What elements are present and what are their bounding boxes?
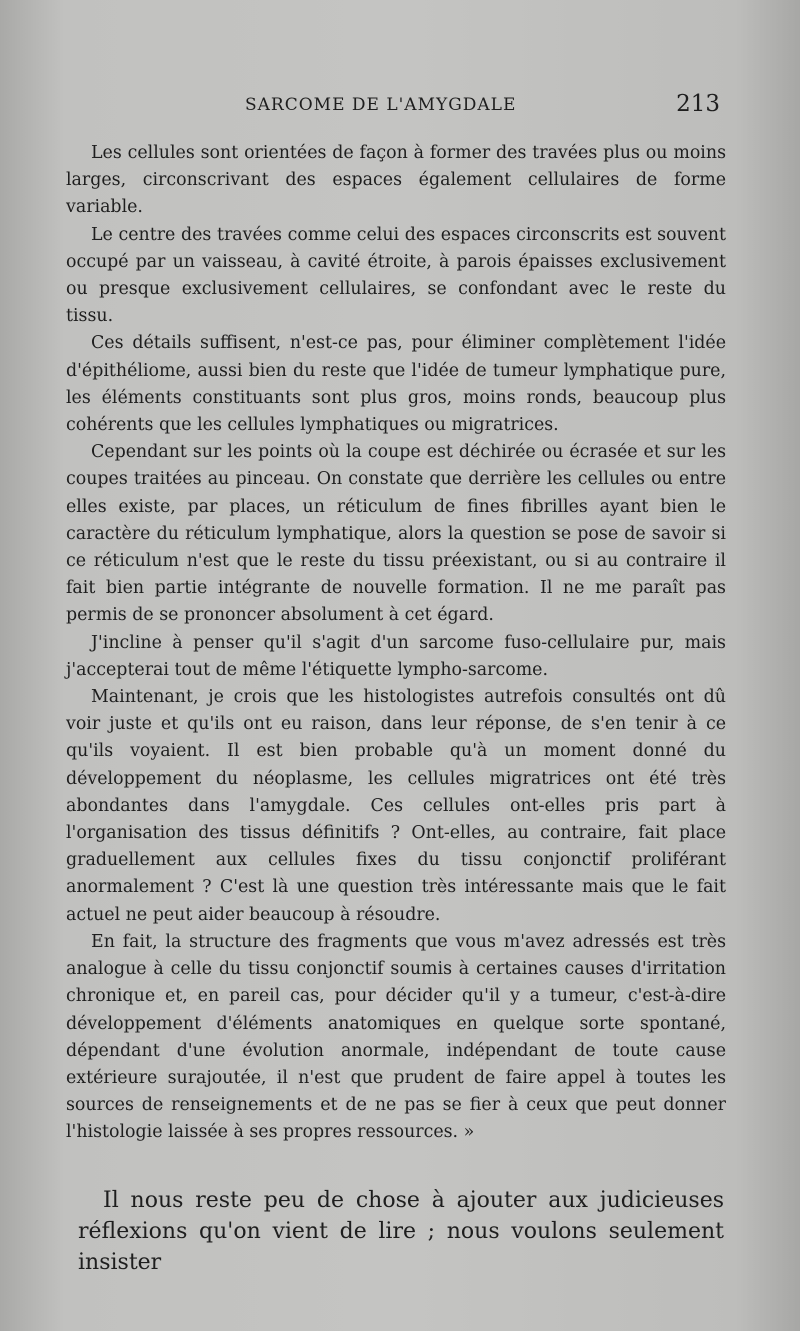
paragraph: J'incline à penser qu'il s'agit d'un sarcome fuso-cellulaire pur, mais j'accepterai tout de même l'étiquette lympho-sarcome.	[66, 632, 726, 680]
author-commentary	[78, 1185, 724, 1278]
paragraph: Il nous reste peu de chose à ajouter aux judicieuses réflexions qu'on vient de lire ; nous voulons seulement insister	[78, 1188, 724, 1275]
page-number: 213	[676, 91, 720, 117]
paragraph: Cependant sur les points où la coupe est déchirée ou écrasée et sur les coupes traitées au pinceau. On constate que derrière les cellules ou entre elles existe, par places, un réticulum de fines fibrilles ayant bien le caractère du réticulum lymphatique, alors la question se pose de savoir si ce réticulum n'est que le reste du tissu préexistant, ou si au contraire il fait bien partie intégrante de nouvelle formation. Il ne me paraît pas permis de se prononcer absolument à cet égard.	[66, 442, 726, 626]
paragraph: Ces détails suffisent, n'est-ce pas, pour éliminer complètement l'idée d'épithéliome, aussi bien du reste que l'idée de tumeur lymphatique pure, les éléments constituants sont plus gros, moins ronds, beaucoup plus cohérents que les cellules lymphatiques ou migratrices.	[66, 333, 726, 436]
page-header	[95, 91, 720, 125]
running-title: SARCOME DE L'AMYGDALE	[245, 95, 517, 115]
paragraph: Les cellules sont orientées de façon à former des travées plus ou moins larges, circonscrivant des espaces également cellulaires de forme variable.	[66, 143, 726, 218]
paragraph: En fait, la structure des fragments que vous m'avez adressés est très analogue à celle du tissu conjonctif soumis à certaines causes d'irritation chronique et, en pareil cas, pour décider qu'il y a tumeur, c'est-à-dire développement d'éléments anatomiques en quelque sorte spontané, dépendant d'une évolution anormale, indépendant de toute cause extérieure surajoutée, il n'est que prudent de faire appel à toutes les sources de renseignements et de ne pas se fier à ceux que peut donner l'histologie laissée à ses propres ressources. »	[66, 931, 726, 1143]
paragraph: Le centre des travées comme celui des espaces circonscrits est souvent occupé par un vaisseau, à cavité étroite, à parois épaisses exclusivement ou presque exclusivement cellulaires, se confondant avec le reste du tissu.	[66, 224, 726, 327]
quoted-report	[66, 140, 726, 1147]
paragraph: Maintenant, je crois que les histologistes autrefois consultés ont dû voir juste et qu'ils ont eu raison, dans leur réponse, de s'en tenir à ce qu'ils voyaient. Il est bien probable qu'à un moment donné du développement du néoplasme, les cellules migratrices ont été très abondantes dans l'amygdale. Ces cellules ont-elles pris part à l'organisation des tissus définitifs ? Ont-elles, au contraire, fait place graduellement aux cellules fixes du tissu conjonctif proliférant anormalement ? C'est là une question très intéressante mais que le fait actuel ne peut aider beaucoup à résoudre.	[66, 687, 726, 925]
